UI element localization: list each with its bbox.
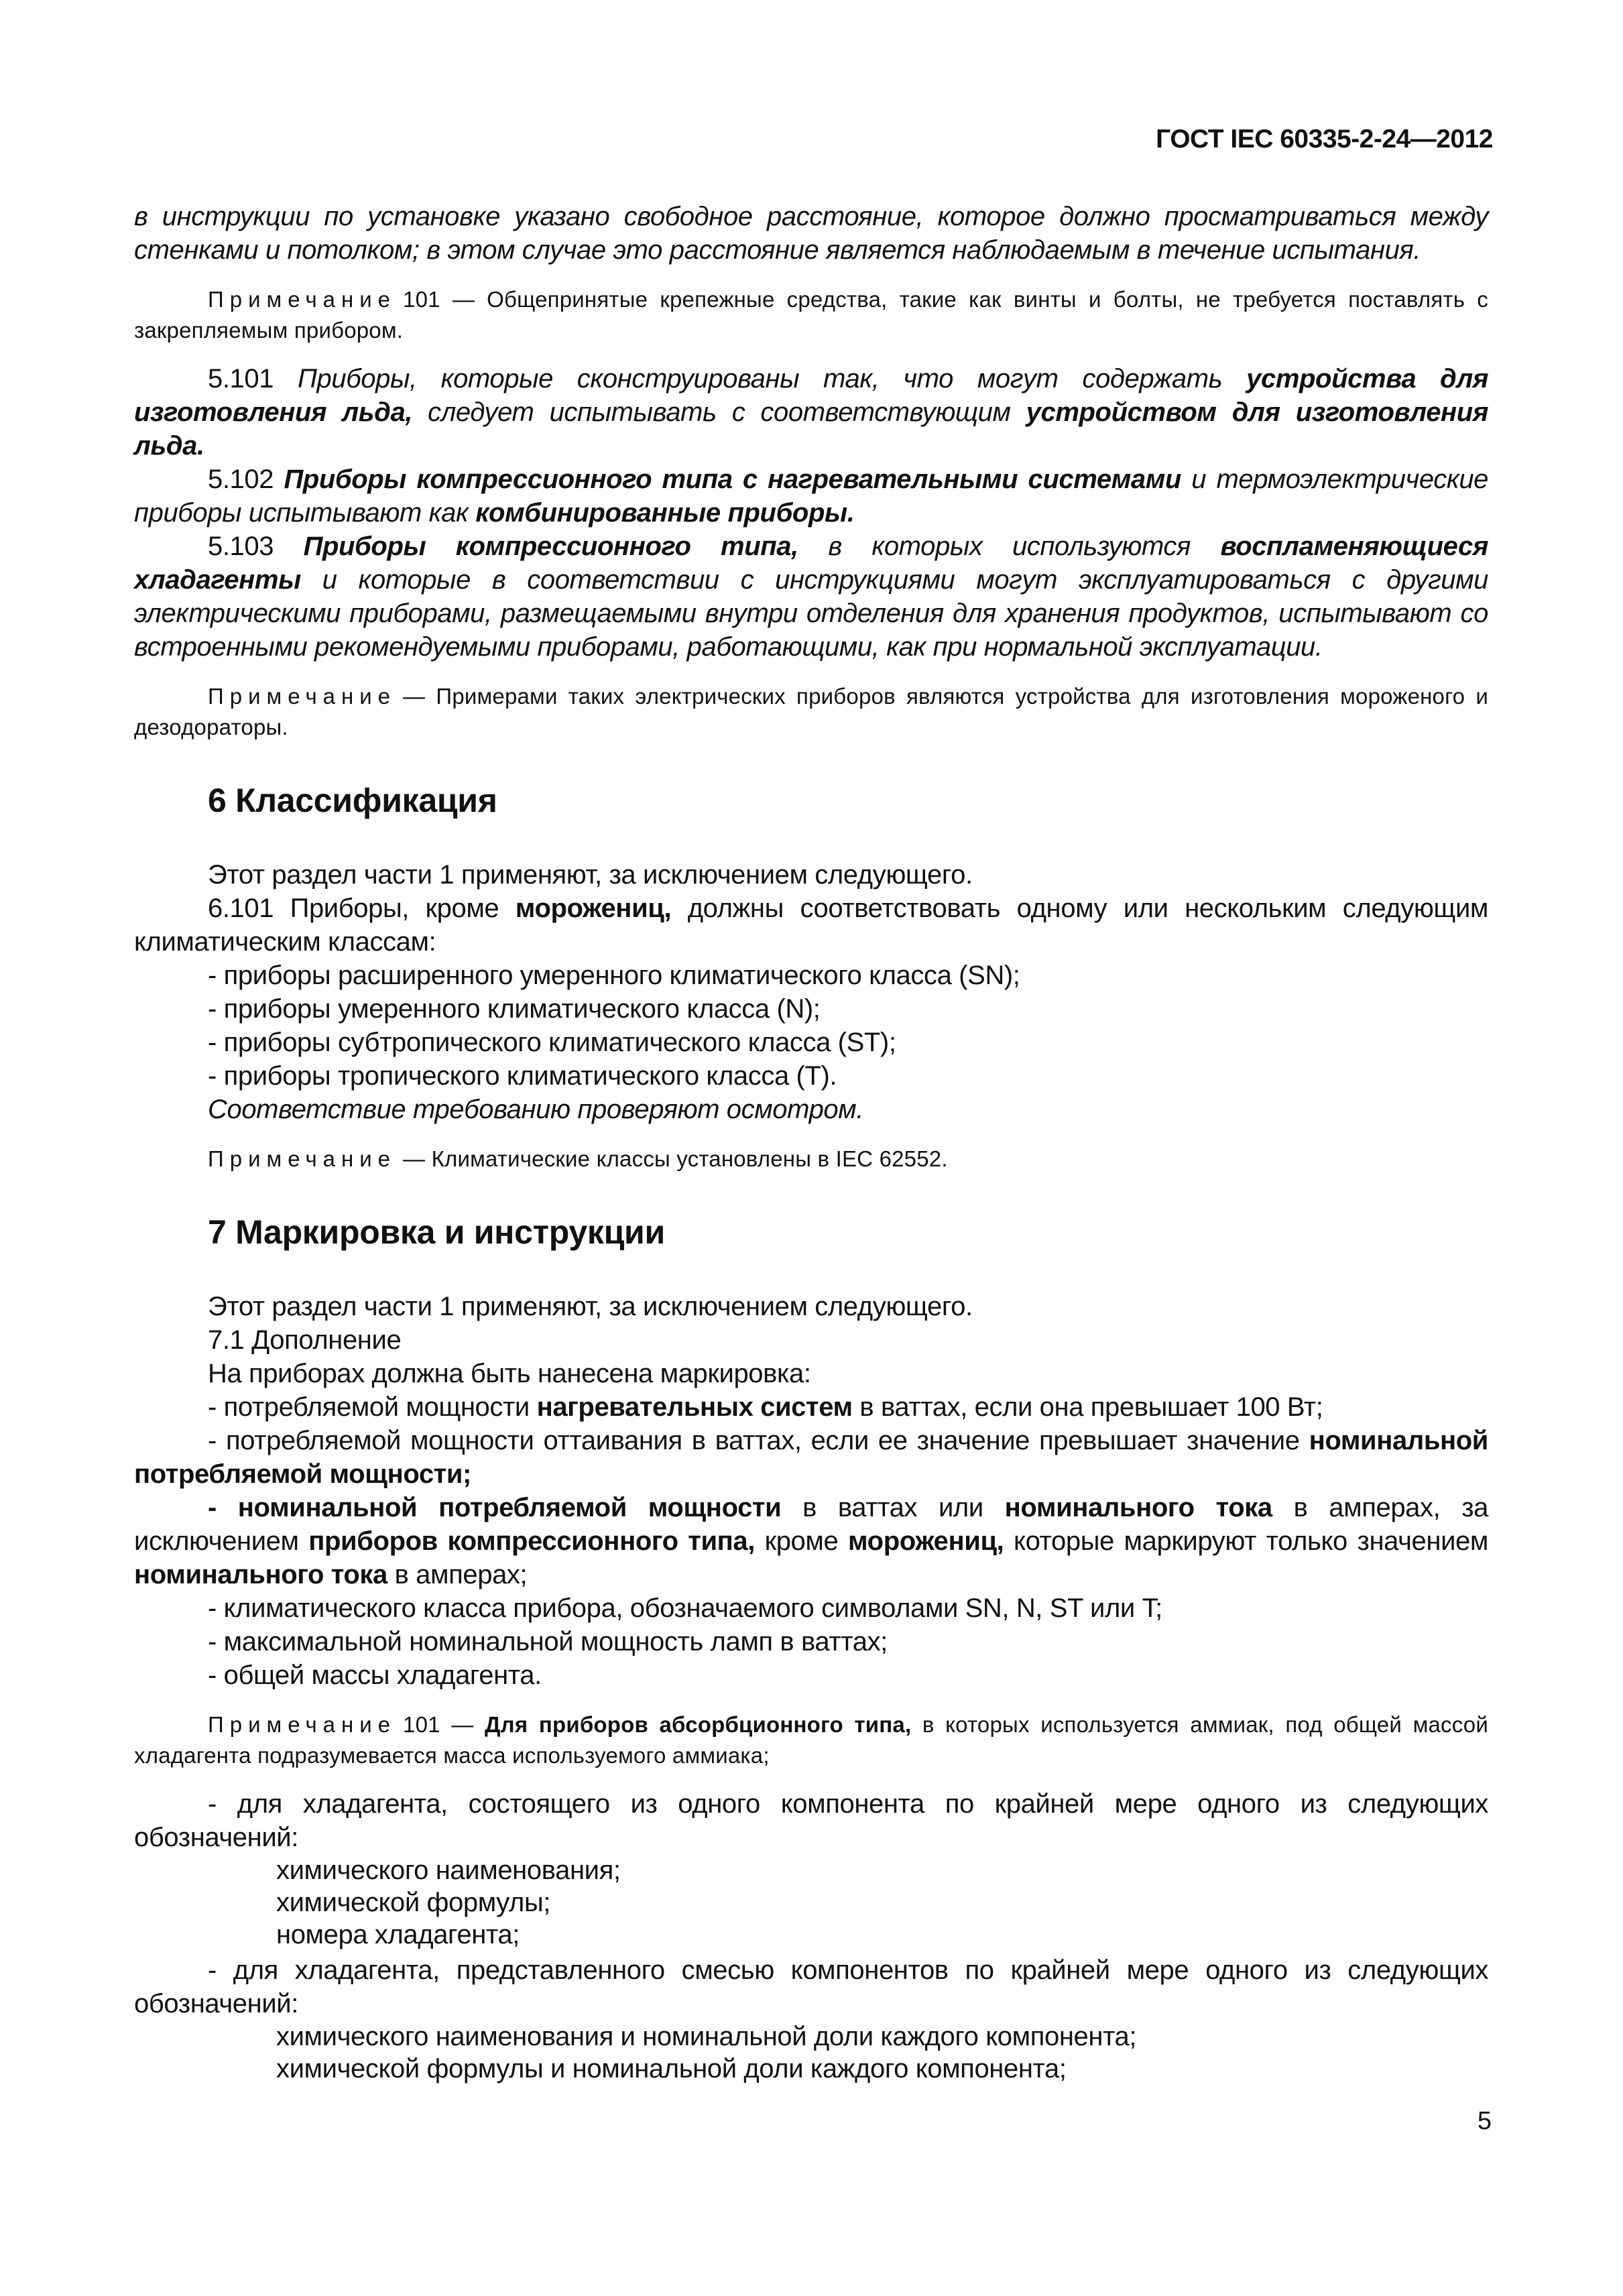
clause-text: и термоэлектрические приборы испытывают как (134, 465, 1489, 528)
note-label: Примечание (208, 1712, 397, 1737)
defined-term: Приборы компрессионного типа с нагревательными системами (284, 465, 1181, 494)
item-text: - потребляемой мощности (208, 1392, 537, 1422)
list-item: - приборы субтропического климатического класса (ST); (208, 1028, 896, 1057)
list-item: - для хладагента, представленного смесью компонентов по крайней мере одного из следующих обозначений: (134, 1955, 1488, 2018)
defined-term: устройством для изготовления льда. (134, 398, 1488, 461)
defined-term: номинальной потребляемой мощности (237, 1493, 782, 1522)
note-devices-examples (134, 681, 1488, 743)
clause-number: 5.103 (208, 532, 304, 561)
list-item (134, 1390, 1488, 1424)
defined-term: Приборы компрессионного типа, (303, 532, 798, 561)
defined-term: воспламеняющиеся хладагенты (134, 532, 1488, 595)
sub-list-item: химической формулы и номинальной доли каждого компонента; (276, 2054, 1067, 2083)
item-text: которые маркируют только значением (1004, 1526, 1488, 1556)
note-text: — Примерами таких электрических приборов являются устройства для изготовления мороженого и дезодораторы. (134, 684, 1488, 739)
list-item: - приборы умеренного климатического класса (N); (208, 994, 821, 1024)
list-item: - приборы тропического климатического класса (T). (208, 1061, 837, 1091)
note-text: 101 — Общепринятые крепежные средства, такие как винты и болты, не требуется поставлять с закрепляемым прибором. (134, 287, 1488, 343)
note-101-ammonia (134, 1709, 1488, 1771)
list-item (134, 1491, 1488, 1591)
clause-text: 6.101 Приборы, кроме (208, 894, 516, 923)
list-item (134, 1424, 1488, 1491)
item-dash: - (208, 1493, 238, 1522)
clause-text: должны соответствовать одному или нескольким следующим климатическим классам: (134, 894, 1488, 957)
item-text: в ваттах или (781, 1493, 1005, 1522)
note-climate-classes (134, 1144, 1488, 1174)
item-text: - потребляемой мощности оттаивания в ваттах, если ее значение превышает значение (208, 1426, 1309, 1455)
section-6-heading: 6 Классификация (208, 782, 497, 819)
list-item: - максимальной номинальной мощность ламп в ваттах; (208, 1627, 888, 1656)
clause-text: Приборы, которые сконструированы так, что могут содержать (297, 364, 1247, 394)
clause-text: и которые в соответствии с инструкциями могут эксплуатироваться с другими электрическими приборами, размещаемыми внутри отделения для хранения продуктов, испытывают со встроенными рекомендуемыми приборами, работающими, как при нормальной эксплуатации. (134, 565, 1488, 662)
clause-5-103 (134, 530, 1488, 664)
list-item: - климатического класса прибора, обозначаемого символами SN, N, ST или T; (208, 1593, 1162, 1623)
note-text: в которых используется аммиак, под общей массой хладагента подразумевается масса используемого аммиака; (134, 1712, 1488, 1768)
page-number: 5 (1477, 2107, 1492, 2135)
note-label: Примечание (208, 684, 397, 709)
page-content (134, 200, 1488, 2085)
item-text: кроме (754, 1526, 848, 1556)
section-7-heading: 7 Маркировка и инструкции (208, 1213, 665, 1251)
defined-term: Для приборов абсорбционного типа, (484, 1712, 912, 1737)
clause-number: 5.101 (208, 364, 298, 394)
compliance-statement: Соответствие требованию проверяют осмотром. (208, 1095, 864, 1124)
section-7-intro: Этот раздел части 1 применяют, за исключением следующего. (208, 1292, 973, 1321)
sub-list-item: химического наименования и номинальной доли каждого компонента; (276, 2022, 1137, 2051)
note-text: — Климатические классы установлены в IEC 62552. (403, 1146, 948, 1171)
list-item: - приборы расширенного умеренного климатического класса (SN); (208, 961, 1020, 990)
defined-term: морожениц, (848, 1526, 1004, 1556)
clause-text: следует испытывать с соответствующим (412, 398, 1026, 427)
clause-5-102 (134, 463, 1488, 530)
list-item: - для хладагента, состоящего из одного компонента по крайней мере одного из следующих обозначений: (134, 1789, 1488, 1852)
note-label: Примечание (208, 1146, 397, 1171)
item-text: в амперах, за исключением (134, 1493, 1488, 1556)
defined-term: устройства для изготовления льда, (134, 364, 1488, 427)
sub-list-item: химической формулы; (276, 1888, 551, 1917)
standard-header: ГОСТ IEC 60335-2-24—2012 (1156, 125, 1493, 154)
defined-term: нагревательных систем (536, 1392, 853, 1422)
clause-6-101 (134, 892, 1488, 959)
note-text: 101 — (403, 1712, 485, 1737)
note-label: Примечание (208, 287, 397, 312)
clause-text: в которых используются (798, 532, 1221, 561)
defined-term: номинального тока (1004, 1493, 1272, 1522)
defined-term: номинального тока (134, 1560, 387, 1589)
defined-term: номинальной потребляемой мощности; (134, 1426, 1488, 1489)
list-item: - общей массы хладагента. (208, 1660, 542, 1690)
clause-7-1: 7.1 Дополнение (208, 1325, 402, 1355)
note-101-fasteners (134, 284, 1488, 346)
section-6-intro: Этот раздел части 1 применяют, за исключением следующего. (208, 860, 973, 890)
marking-intro: На приборах должна быть нанесена маркировка: (208, 1359, 811, 1388)
paragraph-continuation: в инструкции по установке указано свободное расстояние, которое должно просматриваться между стенками и потолком; в этом случае это расстояние является наблюдаемым в течение испытания. (134, 202, 1488, 265)
clause-number: 5.102 (208, 465, 284, 494)
item-text: в ваттах, если она превышает 100 Вт; (852, 1392, 1323, 1422)
clause-5-101 (134, 362, 1488, 463)
sub-list-item: химического наименования; (276, 1856, 621, 1885)
defined-term: приборов компрессионного типа, (308, 1526, 755, 1556)
sub-list-item: номера хладагента; (276, 1920, 520, 1949)
defined-term: комбинированные приборы. (475, 498, 855, 528)
item-text: в амперах; (387, 1560, 528, 1589)
defined-term: морожениц, (515, 894, 672, 923)
